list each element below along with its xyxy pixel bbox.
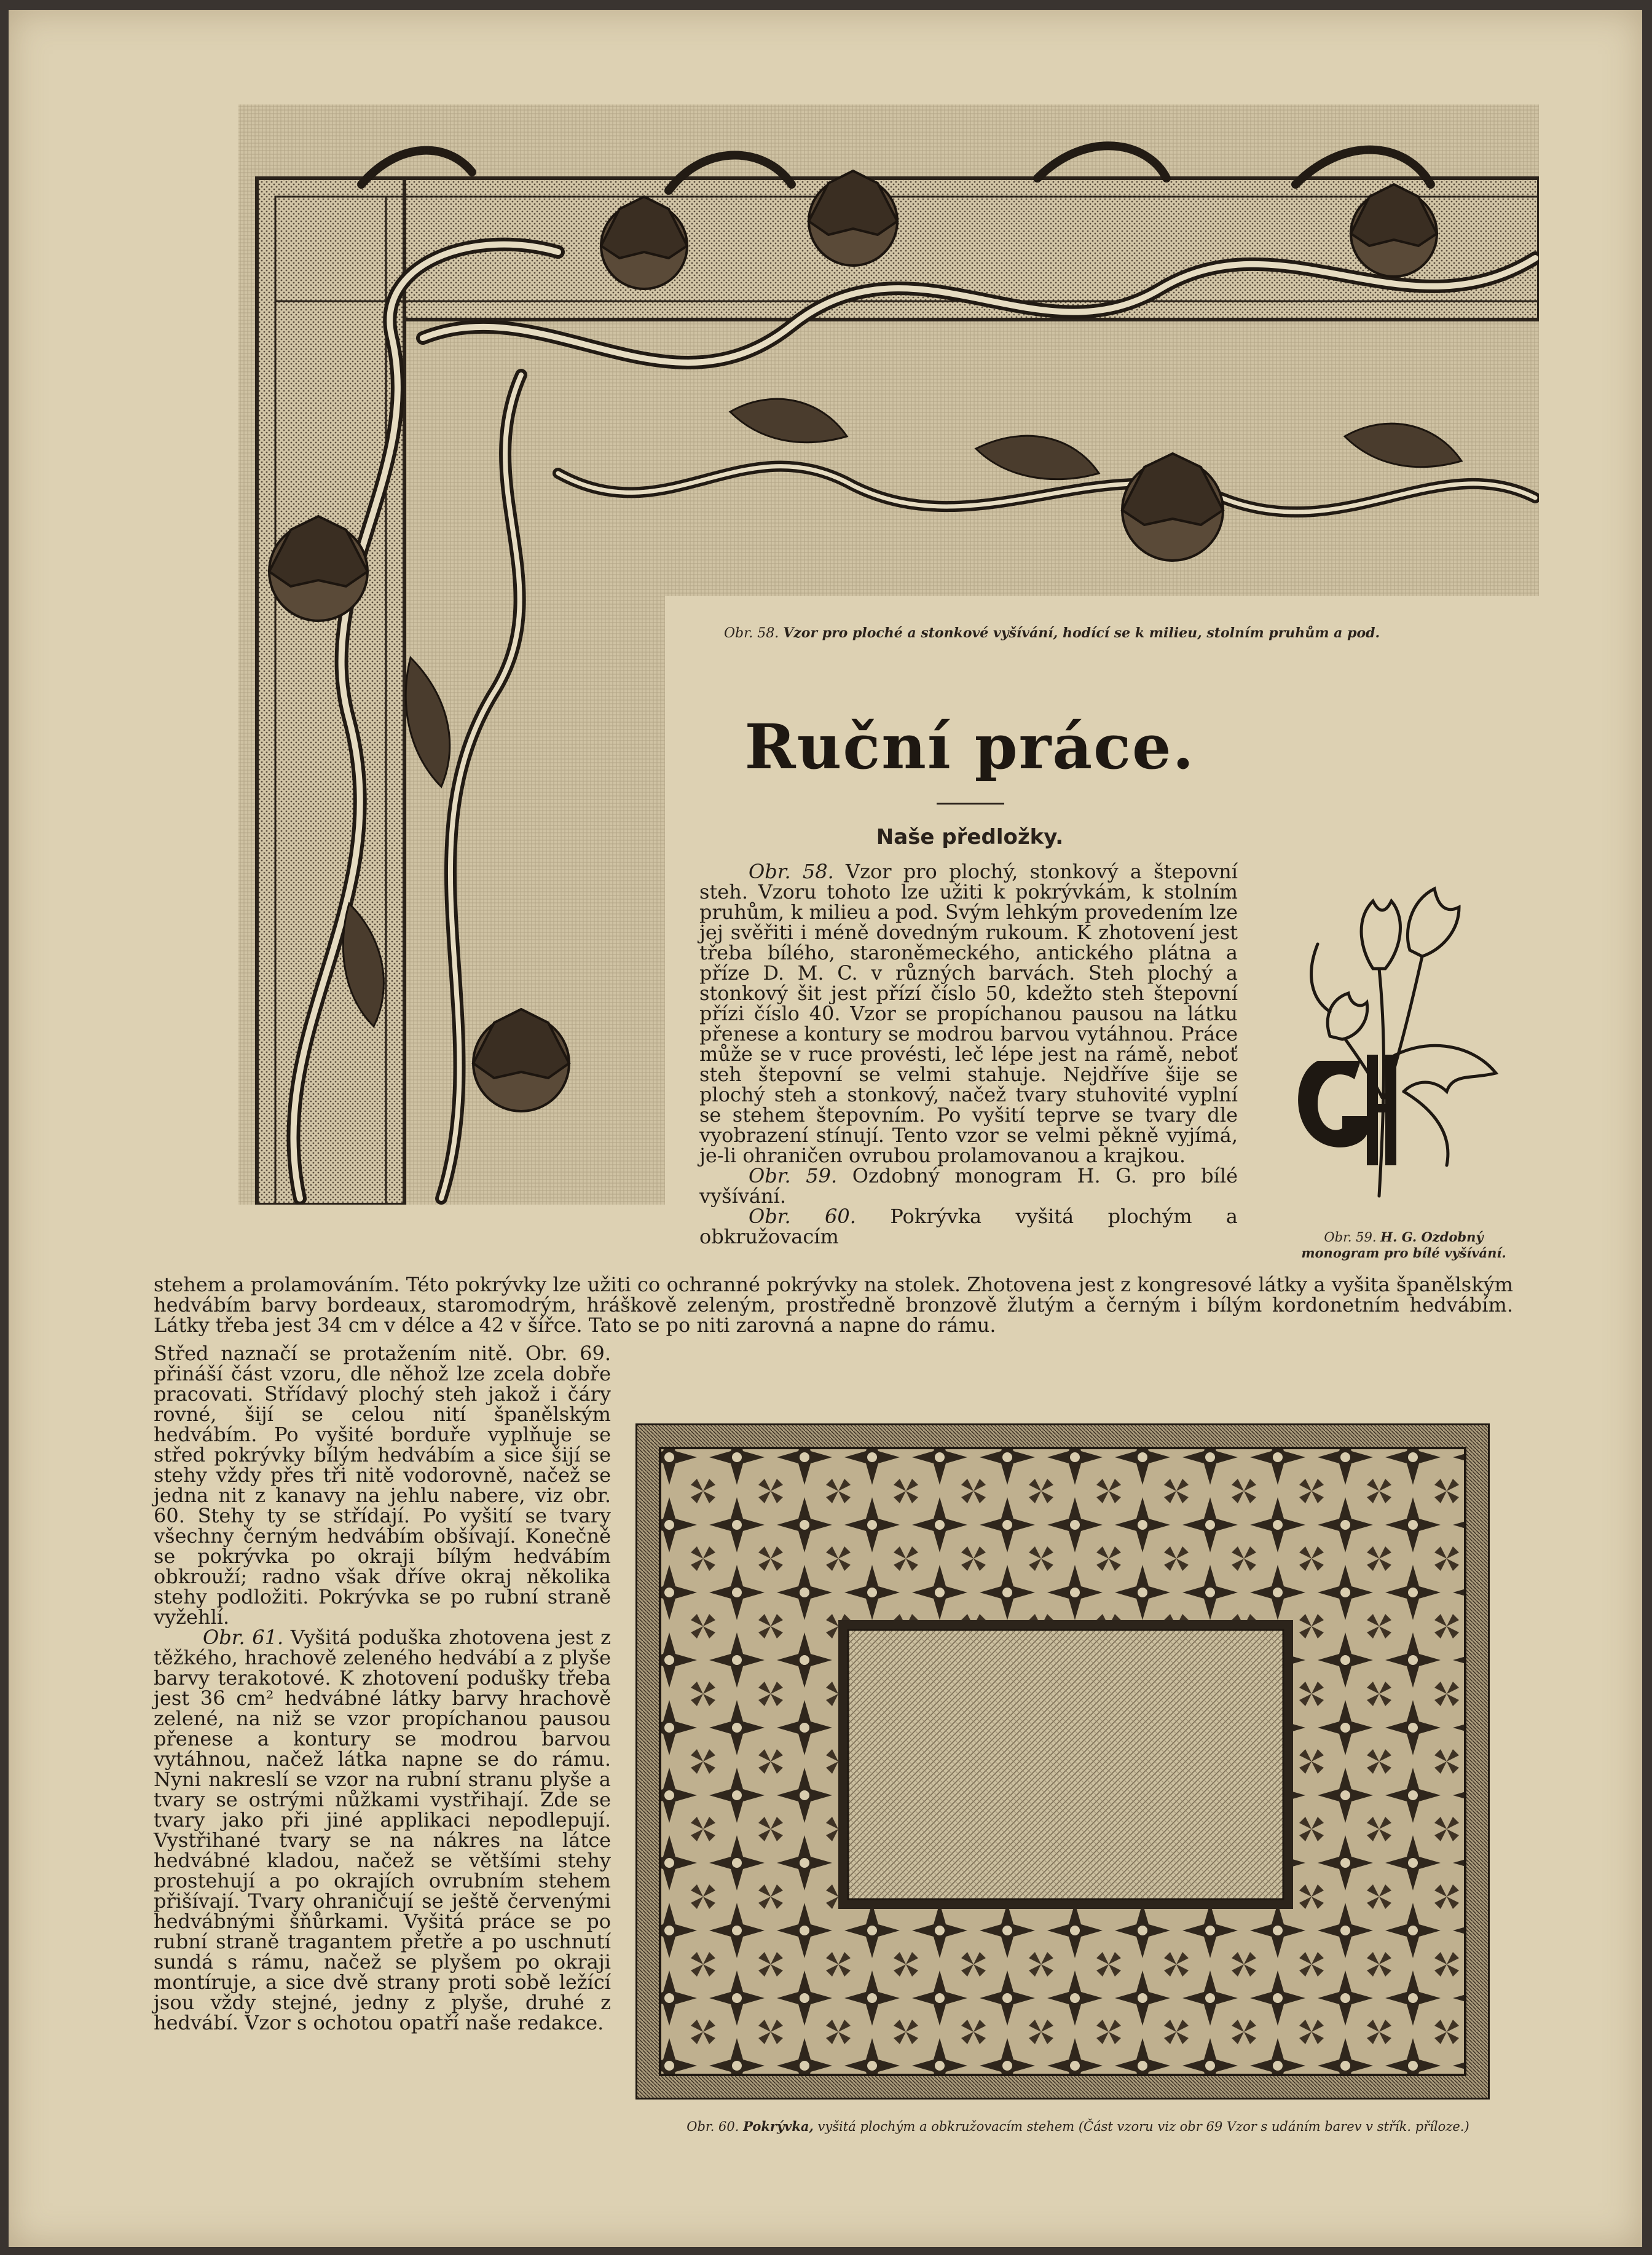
paragraph-obr-58 <box>699 862 1238 1166</box>
text-obr-60-column: Střed naznačí se protažením nitě. Obr. 69. přináší část vzoru, dle něhož lze zcela dobře pracovati. Střídavý plochý steh jakož i čáry rovné, šijí se celou nití španělským hedvábím. Po vyšité borduře vyplňuje se střed pokrývky bílým hedvábím a sice šijí se stehy vždy přes tři nitě vodorovně, načež se jedna nit z kanavy na jehlu nabere, viz obr. 60. Stehy ty se střídají. Po vyšití se tvary všechny černým hedvábím obšívají. Konečně se pokrývka po okraji bílým hedvábím obkrouží; radno však dříve okraj několika stehy podložiti. Pokrývka se po rubní straně vyžehlí. <box>154 1342 611 1629</box>
paragraph-obr-60-start <box>699 1206 1238 1247</box>
figure-58-caption-text: Vzor pro ploché a stonkové vyšívání, hodící se k milieu, stolním pruhům a pod. <box>783 625 1380 641</box>
text-obr-60-full: stehem a prolamováním. Této pokrývky lze užiti co ochranné pokrývky na stolek. Zhotovena jest z kongresové látky a vyšita španělským hedvábím barvy bordeaux, staromodrým, hráškově zeleným, prostředně bronzově žlutým a černým i bílým kordonetním hedvábím. Látky třeba jest 34 cm v délce a 42 v šířce. Tato se po niti zarovná a napne do rámu. <box>154 1273 1513 1337</box>
magazine-page <box>9 10 1642 2247</box>
left-column <box>154 1344 611 2033</box>
article-title: Ruční práce. <box>744 710 1195 783</box>
figure-60-illustration <box>635 1423 1490 2100</box>
title-rule <box>937 803 1004 805</box>
full-width-paragraph <box>154 1275 1513 1336</box>
text-obr-59: Ozdobný monogram H. G. pro bílé vyšívání. <box>699 1164 1238 1208</box>
text-obr-58: Vzor pro plochý, stonkový a štepovní steh. Vzoru tohoto lze užiti k pokrývkám, k stolním pruhům, k milieu a pod. Svým lehkým provedením lze jej svěřiti i méně dovedným rukoum. K zhotovení jest třeba bílého, staroněmeckého, antického plátna a příze D. M. C. v různých barvách. Steh plochý a stonkový šit jest přízí číslo 50, kdežto steh štepovní přízi číslo 40. Vzor se propíchanou pausou na látku přenese a kontury se modrou barvou vytáhnou. Práce může se v ruce provésti, leč lépe jest na rámě, neboť steh štepovní se velmi stahuje. Nejdříve šije se plochý steh a stonkový, načež tvary stuhovité vyplní se stehem štepovním. Po vyšití teprve se tvary dle vyobrazení stínují. Tento vzor se velmi pěkně vyjímá, je-li ohraničen ovrubou prolamovanou a krajkou. <box>699 860 1238 1167</box>
paragraph-obr-59 <box>699 1166 1238 1206</box>
intro-paragraphs <box>699 862 1238 1247</box>
ref-obr-58: Obr. 58. <box>749 860 834 883</box>
figure-60-caption <box>654 2118 1502 2135</box>
figure-60-caption-text: vyšitá plochým a obkružovacím stehem (Část vzoru viz obr 69 Vzor s udáním barev v střík. příloze.) <box>817 2119 1469 2134</box>
figure-60-caption-bold: Pokrývka, <box>743 2119 814 2134</box>
figure-59-monogram <box>1293 876 1514 1208</box>
figure-59-caption <box>1293 1229 1514 1261</box>
ref-obr-61: Obr. 61. <box>203 1626 284 1649</box>
figure-59-number: Obr. 59. <box>1324 1230 1377 1245</box>
figure-58-caption <box>724 624 1523 642</box>
article-subtitle: Naše předložky. <box>876 825 1064 849</box>
text-obr-60-start: Pokrývka vyšitá plochým a obkružovacím <box>699 1205 1238 1248</box>
figure-58-number: Obr. 58. <box>724 626 779 641</box>
monogram-hg-image <box>1293 876 1514 1208</box>
text-obr-61: Vyšitá poduška zhotovena jest z těžkého, hrachově zeleného hedvábí a z plyše barvy terakotové. K zhotovení podušky třeba jest 36 cm² hedvábné látky barvy hrachově zelené, na niž se vzor propíchanou pausou přenese a kontury se modrou barvou vytáhnou, načež látka napne se do rámu. Nyni nakreslí se vzor na rubní stranu plyše a tvary se ostrými nůžkami vystřihají. Zde se tvary jako při jiné applikaci nepodlepují. Vystřihané tvary se na nákres na látce hedvábné kladou, načež se většími stehy prostehují a po okrajích ovrubním stehem přišívají. Tvary ohraničují se ještě červenými hedvábnými šňůrkami. Vyšitá práce se po rubní straně tragantem přetře a po uschnutí sundá s rámu, načež se plyšem po okraji montíruje, a sice dvě strany proti sobě ležící jsou vždy stejné, jedny z plyše, druhé z hedvábí. Vzor s ochotou opatří naše redakce. <box>154 1626 611 2034</box>
figure-60-number: Obr. 60. <box>686 2119 739 2134</box>
paragraph-obr-61 <box>154 1627 611 2033</box>
ref-obr-60: Obr. 60. <box>749 1205 856 1228</box>
tablecloth-image <box>635 1423 1490 2100</box>
figure-59-caption-text: H. G. Ozdobný monogram pro bílé vyšívání. <box>1301 1229 1506 1261</box>
ref-obr-59: Obr. 59. <box>749 1164 838 1187</box>
